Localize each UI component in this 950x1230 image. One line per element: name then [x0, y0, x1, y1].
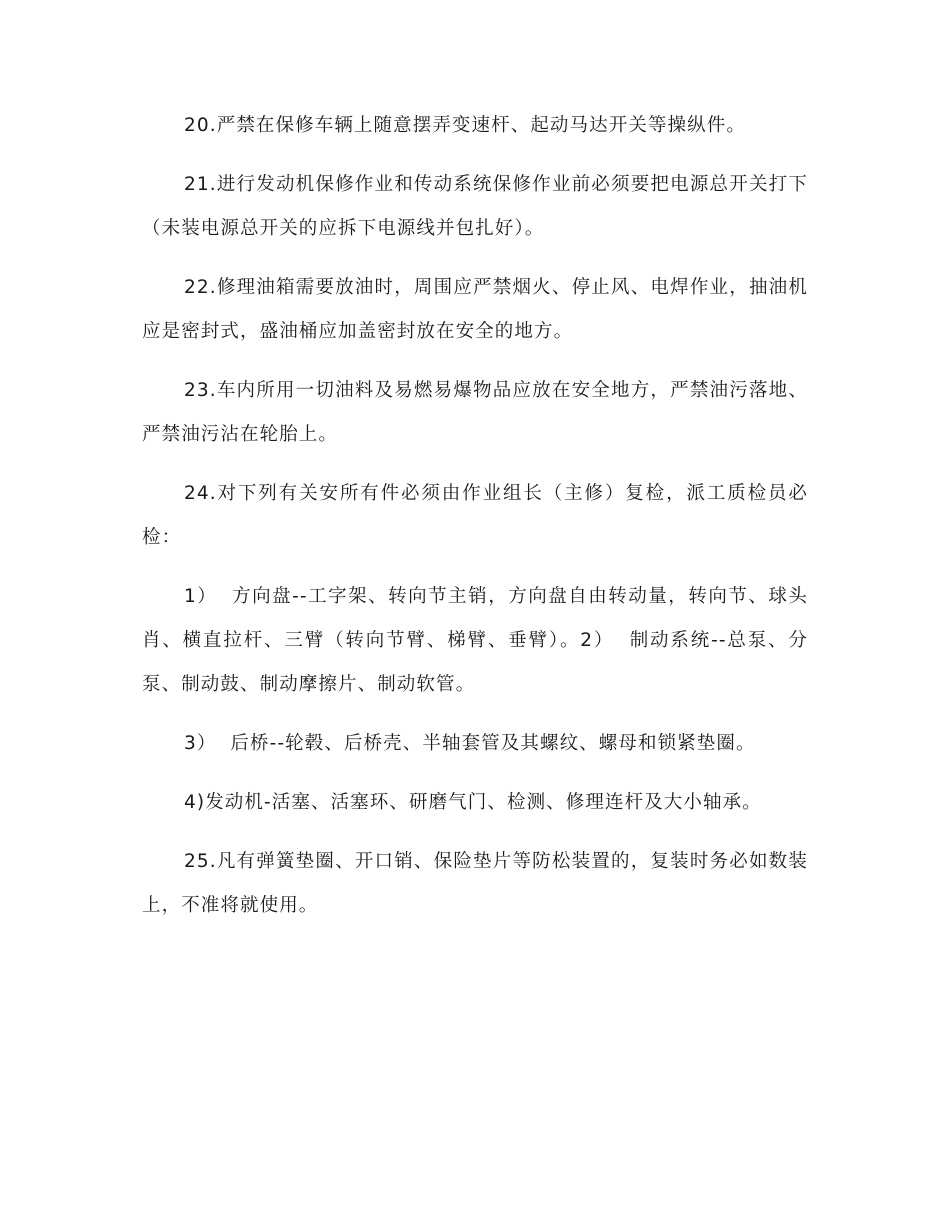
paragraph-subitem-1-2: 1） 方向盘--工字架、转向节主销，方向盘自由转动量，转向节、球头肖、横直拉杆、三臂（转向节臂、梯臂、垂臂）。2） 制动系统--总泵、分泵、制动鼓、制动摩擦片、制动软管。 [142, 586, 808, 695]
paragraph-item-23: 23.车内所用一切油料及易燃易爆物品应放在安全地方，严禁油污落地、严禁油污沾在轮胎上。 [142, 380, 808, 445]
paragraph-item-21: 21.进行发动机保修作业和传动系统保修作业前必须要把电源总开关打下（未装电源总开关的应拆下电源线并包扎好）。 [142, 174, 808, 239]
paragraph-item-20: 20.严禁在保修车辆上随意摆弄变速杆、起动马达开关等操纵件。 [184, 115, 746, 136]
document-body [142, 104, 808, 943]
paragraph-subitem-4: 4)发动机-活塞、活塞环、研磨气门、检测、修理连杆及大小轴承。 [184, 792, 762, 813]
paragraph-item-24: 24.对下列有关安所有件必须由作业组长（主修）复检，派工质检员必检： [142, 483, 808, 548]
paragraph-subitem-3: 3） 后桥--轮毂、后桥壳、半轴套管及其螺纹、螺母和锁紧垫圈。 [184, 733, 756, 754]
paragraph-item-22: 22.修理油箱需要放油时，周围应严禁烟火、停止风、电焊作业，抽油机应是密封式，盛油桶应加盖密封放在安全的地方。 [142, 277, 808, 342]
paragraph-item-25: 25.凡有弹簧垫圈、开口销、保险垫片等防松装置的，复装时务必如数装上，不准将就使用。 [142, 851, 808, 916]
